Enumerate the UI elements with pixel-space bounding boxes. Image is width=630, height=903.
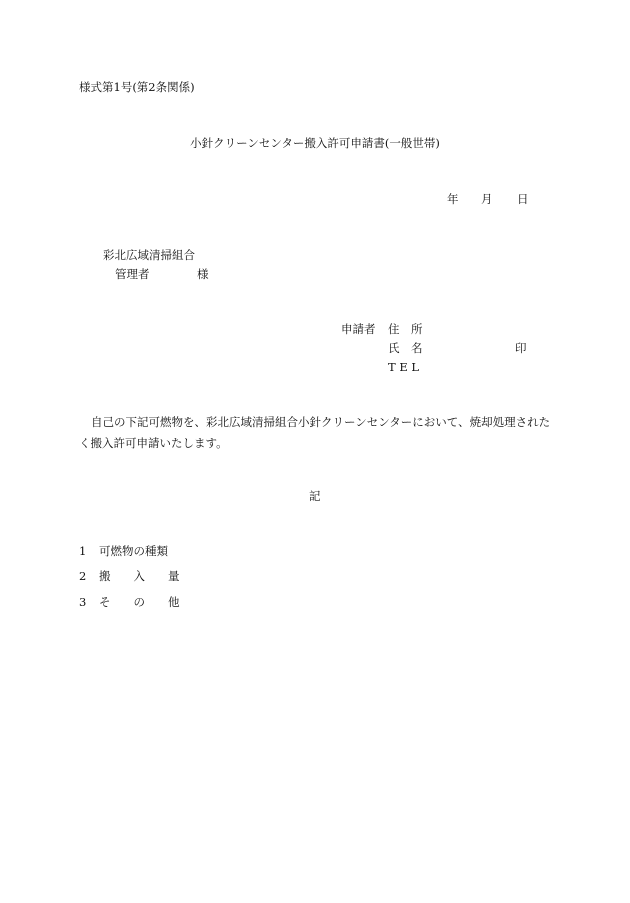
applicant-address-label: 住 所 [388, 322, 423, 336]
date-day-label: 日 [517, 192, 529, 206]
applicant-name-label: 氏 名 [388, 341, 423, 355]
seal-mark: 印 [515, 341, 527, 355]
list-item [79, 571, 180, 583]
list-item-label: そ の 他 [99, 595, 180, 609]
list-item-label: 可燃物の種類 [99, 544, 168, 558]
list-item [79, 546, 168, 558]
date-year-label: 年 [447, 192, 459, 206]
list-item-number: 2 [79, 569, 87, 583]
date-month-label: 月 [481, 192, 493, 206]
addressee-manager: 管理者 [115, 267, 150, 281]
ki-heading: 記 [309, 489, 321, 503]
applicant-tel-label: T E L [388, 360, 420, 374]
addressee-organization: 彩北広域清掃組合 [103, 248, 195, 262]
applicant-label: 申請者 [341, 322, 376, 336]
addressee-honorific: 様 [197, 267, 209, 281]
form-number: 様式第1号(第2条関係) [79, 80, 195, 94]
list-item-number: 3 [79, 595, 87, 609]
list-item-label: 搬 入 量 [99, 569, 180, 583]
list-item [79, 597, 180, 609]
form-title: 小針クリーンセンター搬入許可申請書(一般世帯) [190, 136, 440, 150]
list-item-number: 1 [79, 544, 87, 558]
application-statement: 自己の下記可燃物を、彩北広域清掃組合小針クリーンセンターにおいて、焼却処理されたく搬入許可申請いたします。 [79, 415, 551, 450]
